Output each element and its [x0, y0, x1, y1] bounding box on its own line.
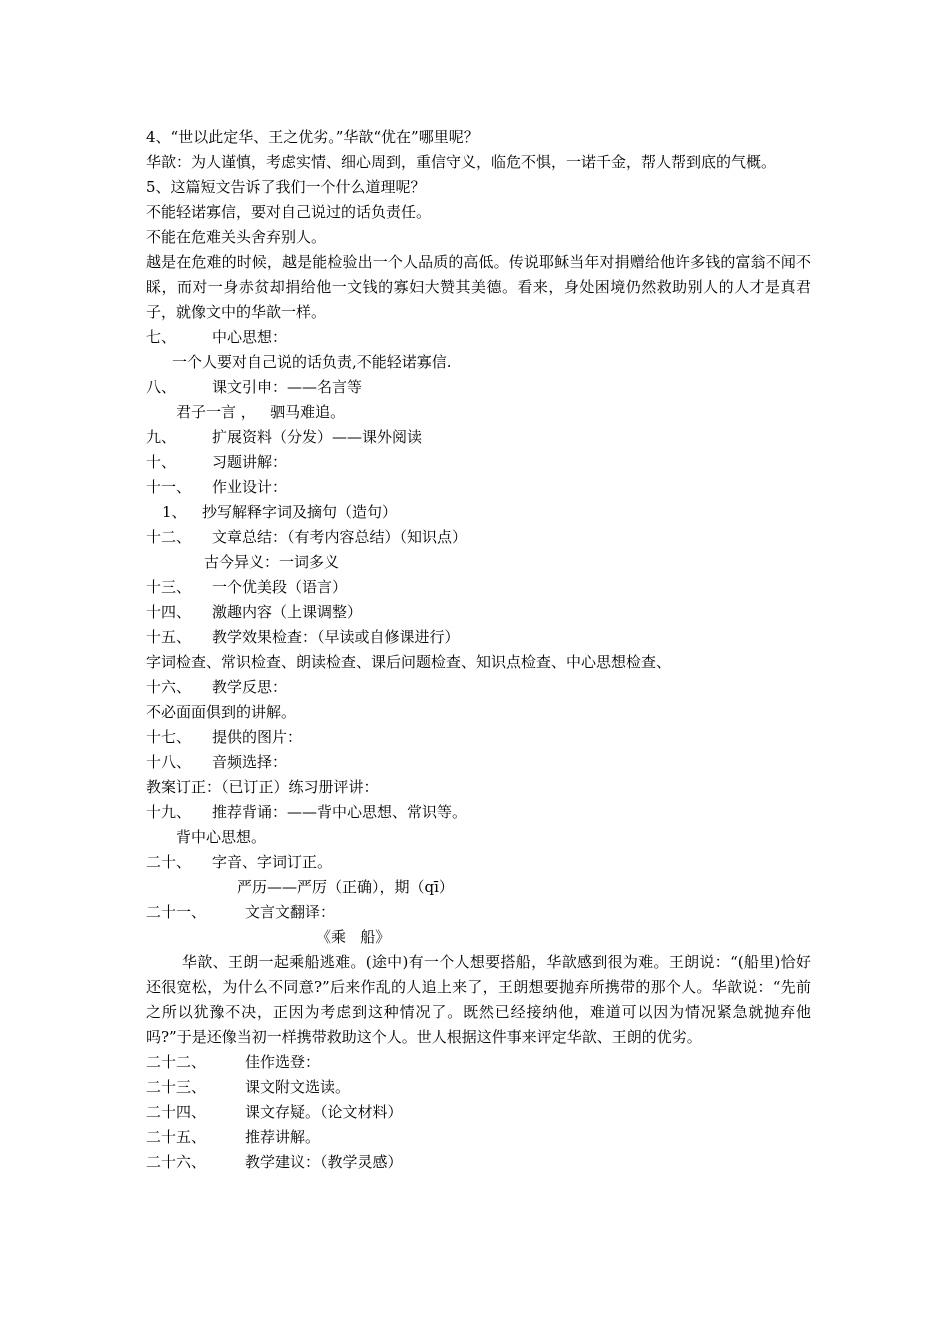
section-title: 文章总结：（有考内容总结）（知识点）	[212, 528, 468, 546]
section-number: 十、	[146, 453, 177, 471]
section-number: 十六、	[146, 678, 192, 696]
section-number: 七、	[146, 328, 177, 346]
section-16-heading	[146, 675, 811, 700]
section-23-heading	[146, 1075, 811, 1100]
section-19-heading	[146, 800, 811, 825]
item-number: 1、	[162, 503, 187, 521]
section-number: 二十二、	[146, 1053, 207, 1071]
section-14-heading	[146, 600, 811, 625]
section-number: 二十六、	[146, 1153, 207, 1171]
item-text: 抄写解释字词及摘句（造句）	[202, 503, 398, 521]
section-title: 提供的图片：	[212, 728, 303, 746]
section-18-heading	[146, 750, 811, 775]
section-number: 十二、	[146, 528, 192, 546]
section-title: 激趣内容（上课调整）	[212, 603, 363, 621]
section-13-heading	[146, 575, 811, 600]
section-number: 十三、	[146, 578, 192, 596]
section-12-heading	[146, 525, 811, 550]
section-9-heading	[146, 425, 811, 450]
section-number: 二十一、	[146, 903, 207, 921]
section-title: 一个优美段（语言）	[212, 578, 348, 596]
section-title: 教学效果检查：（早读或自修课进行）	[212, 628, 460, 646]
section-17-heading	[146, 725, 811, 750]
section-24-heading	[146, 1100, 811, 1125]
section-number: 二十五、	[146, 1128, 207, 1146]
document-page	[146, 125, 811, 1175]
section-number: 十七、	[146, 728, 192, 746]
question-4: 4、“世以此定华、王之优劣。”华歆“优在”哪里呢？	[146, 128, 479, 146]
section-number: 十八、	[146, 753, 192, 771]
answer-5-c: 越是在危难的时候，越是能检验出一个人品质的高低。传说耶稣当年对捐赠给他许多钱的富翁不闻不睬，而对一身赤贫却捐给他一文钱的寡妇大赞其美德。看来，身处困境仍然救助别人的人才是真君子，就像文中的华歆一样。	[146, 253, 811, 321]
section-18-body: 教案订正：（已订正）练习册评讲：	[146, 778, 379, 796]
section-title: 音频选择：	[212, 753, 288, 771]
answer-4: 华歆：为人谨慎，考虑实情、细心周到，重信守义，临危不惧，一诺千金，帮人帮到底的气概。	[146, 153, 777, 171]
section-7-heading	[146, 325, 811, 350]
section-title: 习题讲解：	[212, 453, 288, 471]
section-number: 二十四、	[146, 1103, 207, 1121]
section-12-body: 古今异义：一词多义	[204, 553, 340, 571]
section-title: 扩展资料（分发）——课外阅读	[212, 428, 423, 446]
section-title: 推荐背诵：——背中心思想、常识等。	[212, 803, 468, 821]
translation-body: 华歆、王朗一起乘船逃难。(途中)有一个人想要搭船，华歆感到很为难。王朗说：“(船里)恰好还很宽松，为什么不同意?”后来作乱的人追上来了，王朗想要抛弃所携带的那个人。华歆说：“先前之所以犹豫不决，正因为考虑到这种情况了。既然已经接纳他，难道可以因为情况紧急就抛弃他吗?”于是还像当初一样携带救助这个人。世人根据这件事来评定华歆、王朗的优劣。	[146, 953, 811, 1046]
section-number: 十一、	[146, 478, 192, 496]
section-16-body: 不必面面俱到的讲解。	[146, 703, 297, 721]
section-15-heading	[146, 625, 811, 650]
answer-5-b: 不能在危难关头舍弃别人。	[146, 228, 327, 246]
section-26-heading	[146, 1150, 811, 1175]
section-number: 十五、	[146, 628, 192, 646]
section-title: 文言文翻译：	[245, 903, 336, 921]
section-title: 推荐讲解。	[245, 1128, 321, 1146]
section-title: 字音、字词订正。	[212, 853, 333, 871]
translation-title: 《乘 船》	[316, 928, 391, 946]
section-title: 作业设计：	[212, 478, 288, 496]
section-title: 教学反思：	[212, 678, 288, 696]
section-number: 二十三、	[146, 1078, 207, 1096]
question-5: 5、这篇短文告诉了我们一个什么道理呢？	[146, 178, 426, 196]
answer-5-a: 不能轻诺寡信，要对自己说过的话负责任。	[146, 203, 432, 221]
section-19-body: 背中心思想。	[176, 828, 267, 846]
section-title: 课文引申：——名言等	[212, 378, 363, 396]
section-number: 九、	[146, 428, 177, 446]
section-11-item-1	[146, 500, 811, 525]
section-8-heading	[146, 375, 811, 400]
section-title: 佳作选登：	[245, 1053, 321, 1071]
section-21-heading	[146, 900, 811, 925]
section-20-body: 严历——严厉（正确），期（qī）	[237, 878, 454, 896]
section-7-body: 一个人要对自己说的话负责,不能轻诺寡信.	[172, 353, 452, 371]
section-10-heading	[146, 450, 811, 475]
section-11-heading	[146, 475, 811, 500]
section-title: 课文存疑。（论文材料）	[245, 1103, 403, 1121]
section-number: 八、	[146, 378, 177, 396]
section-number: 十四、	[146, 603, 192, 621]
section-title: 课文附文选读。	[245, 1078, 351, 1096]
section-22-heading	[146, 1050, 811, 1075]
section-title: 中心思想：	[212, 328, 288, 346]
section-15-body: 字词检查、常识检查、朗读检查、课后问题检查、知识点检查、中心思想检查、	[146, 653, 672, 671]
section-title: 教学建议：（教学灵感）	[245, 1153, 403, 1171]
section-number: 十九、	[146, 803, 192, 821]
section-8-body: 君子一言 ， 驷马难追。	[176, 403, 346, 421]
section-20-heading	[146, 850, 811, 875]
section-number: 二十、	[146, 853, 192, 871]
section-25-heading	[146, 1125, 811, 1150]
